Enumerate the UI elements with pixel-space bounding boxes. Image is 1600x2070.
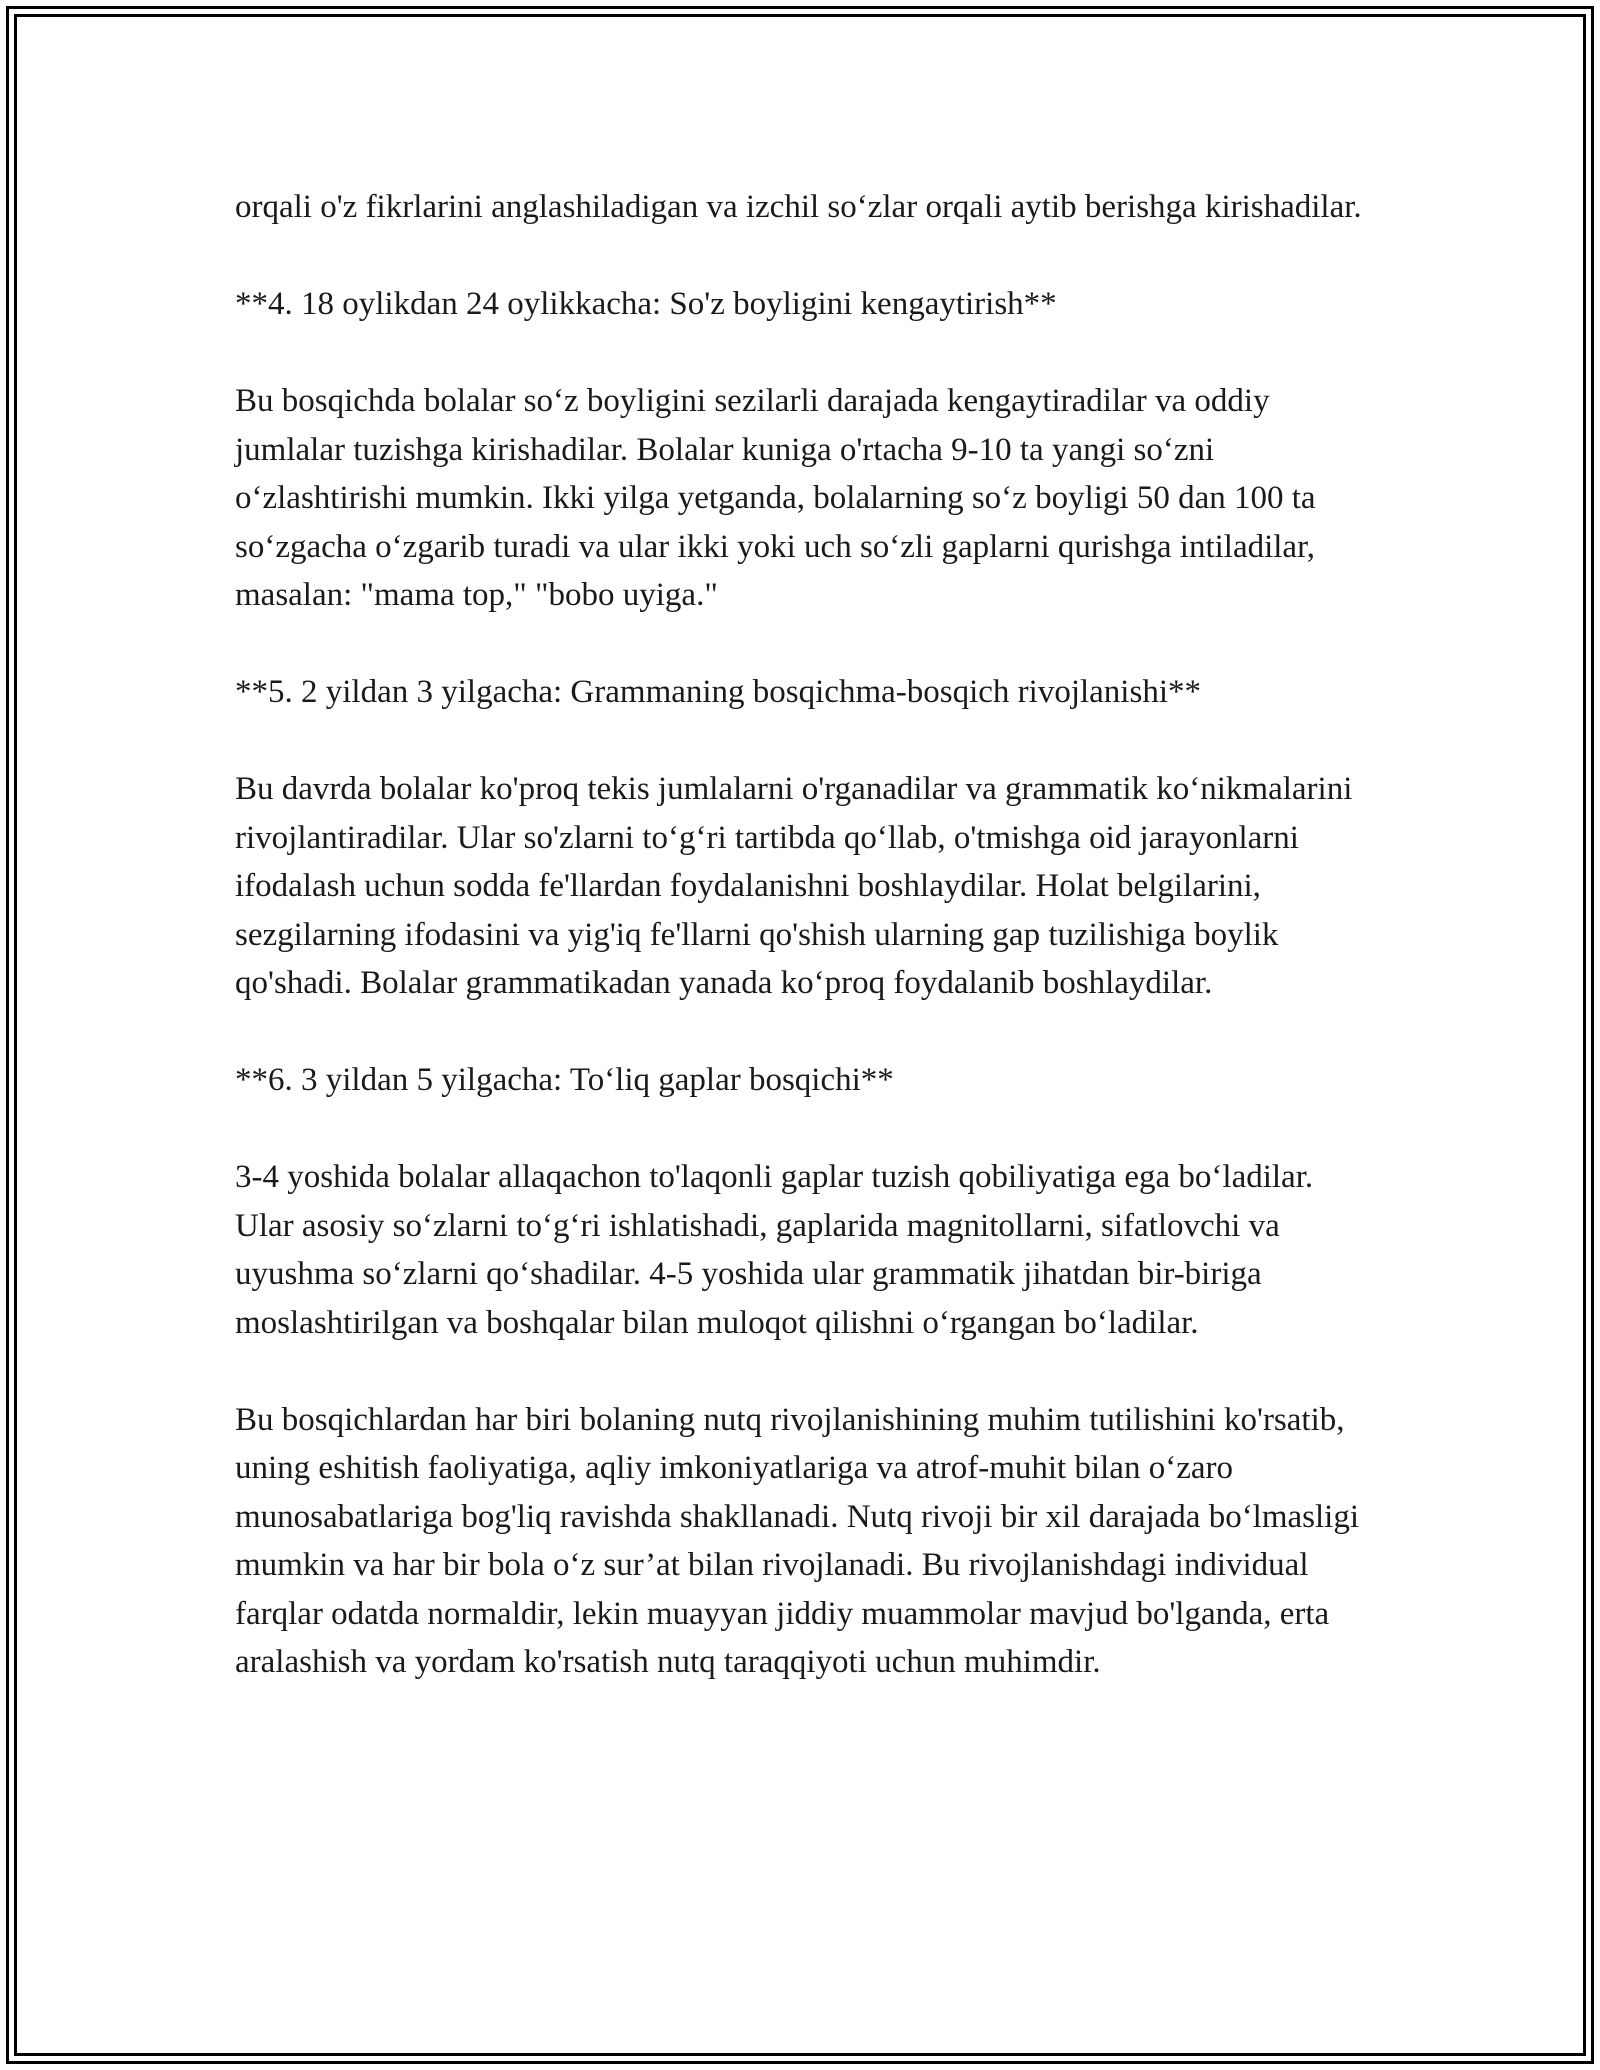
section-heading-6: **6. 3 yildan 5 yilgacha: To‘liq gaplar bosqichi** (235, 1062, 894, 1098)
section-heading-5: **5. 2 yildan 3 yilgacha: Grammaning bosqichma-bosqich rivojlanishi** (235, 674, 1201, 710)
paragraph-continuation: orqali o'z fikrlarini anglashiladigan va izchil so‘zlar orqali aytib berishga kirishadilar. (235, 189, 1362, 225)
paragraph-conclusion: Bu bosqichlardan har biri bolaning nutq rivojlanishining muhim tutilishini ko'rsatib, uning eshitish faoliyatiga, aqliy imkoniyatlariga va atrof-muhit bilan o‘zaro munosabatlariga bog'liq ravishda shakllanadi. Nutq rivoji bir xil darajada bo‘lmasligi mumkin va har bir bola o‘z sur’at bilan rivojlanadi. Bu rivojlanishdagi individual farqlar odatda normaldir, lekin muayyan jiddiy muammolar mavjud bo'lganda, erta aralashish va yordam ko'rsatish nutq taraqqiyoti uchun muhimdir. (235, 1401, 1360, 1680)
document-body (235, 183, 1375, 1735)
section-heading-4: **4. 18 oylikdan 24 oylikkacha: So'z boyligini kengaytirish** (235, 286, 1057, 322)
paragraph-full-sentences: 3-4 yoshida bolalar allaqachon to'laqonli gaplar tuzish qobiliyatiga ega bo‘ladilar. Ular asosiy so‘zlarni to‘g‘ri ishlatishadi, gaplarida magnitollarni, sifatlovchi va uyushma so‘zlarni qo‘shadilar. 4-5 yoshida ular grammatik jihatdan bir-biriga moslashtirilgan va boshqalar bilan muloqot qilishni o‘rgangan bo‘ladilar. (235, 1159, 1314, 1341)
paragraph-vocabulary-expansion: Bu bosqichda bolalar so‘z boyligini sezilarli darajada kengaytiradilar va oddiy jumlalar tuzishga kirishadilar. Bolalar kuniga o'rtacha 9-10 ta yangi so‘zni o‘zlashtirishi mumkin. Ikki yilga yetganda, bolalarning so‘z boyligi 50 dan 100 ta so‘zgacha o‘zgarib turadi va ular ikki yoki uch so‘zli gaplarni qurishga intiladilar, masalan: "mama top," "bobo uyiga." (235, 383, 1316, 613)
paragraph-grammar-development: Bu davrda bolalar ko'proq tekis jumlalarni o'rganadilar va grammatik ko‘nikmalarini rivojlantiradilar. Ular so'zlarni to‘g‘ri tartibda qo‘llab, o'tmishga oid jarayonlarni ifodalash uchun sodda fe'llardan foydalanishni boshlaydilar. Holat belgilarini, sezgilarning ifodasini va yig'iq fe'llarni qo'shish ularning gap tuzilishiga boylik qo'shadi. Bolalar grammatikadan yanada ko‘proq foydalanib boshlaydilar. (235, 771, 1353, 1001)
